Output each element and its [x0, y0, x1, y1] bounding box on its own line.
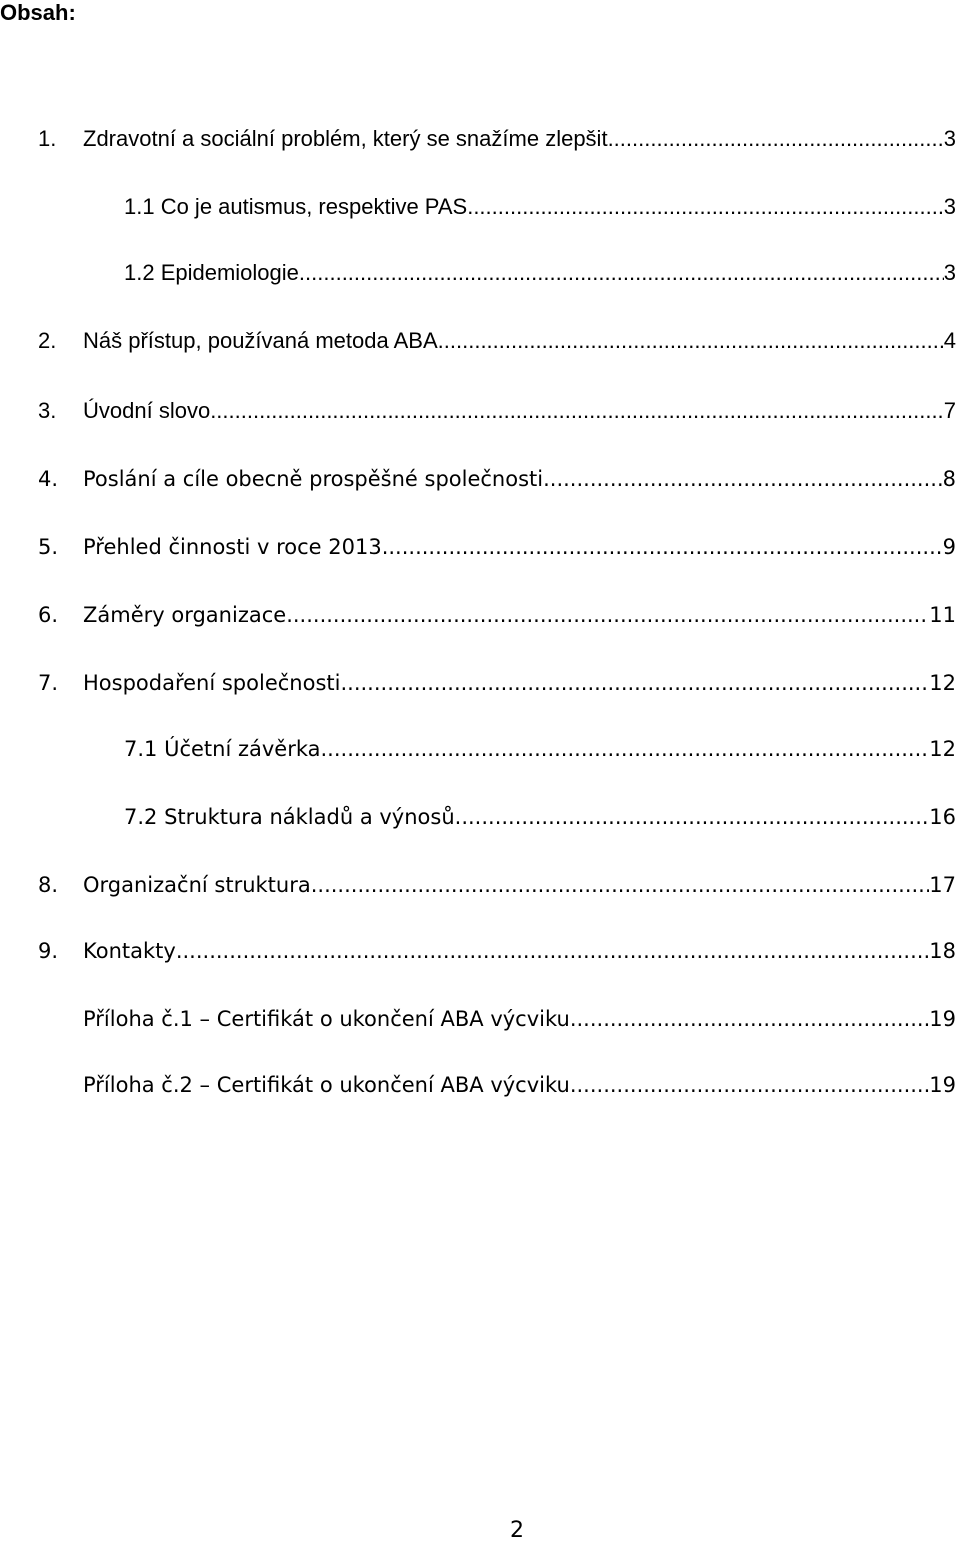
toc-entry-page: 12 — [929, 737, 956, 761]
dot-leader — [340, 666, 929, 700]
toc-entry-number: 4. — [38, 467, 59, 491]
toc-entry-page: 3 — [943, 260, 956, 285]
toc-entry-title: 1.1 Co je autismus, respektive PAS — [124, 194, 468, 219]
toc-entry-title: Úvodní slovo — [83, 398, 211, 423]
toc-entry-number: 9. — [38, 939, 59, 963]
dot-leader — [382, 530, 943, 564]
toc-entry-page: 19 — [929, 1007, 956, 1031]
page-number: 2 — [510, 1518, 524, 1543]
dot-leader — [455, 800, 930, 834]
toc-entry-page: 18 — [929, 939, 956, 963]
toc-entry-page: 16 — [929, 805, 956, 829]
toc-entry-title: Přehled činnosti v roce 2013 — [83, 535, 382, 559]
dot-leader — [299, 256, 944, 290]
toc-entry-title: Hospodaření společnosti — [83, 671, 341, 695]
dot-leader — [321, 732, 930, 766]
toc-entry[interactable] — [38, 598, 956, 632]
toc-entry[interactable] — [83, 1002, 956, 1036]
toc-entry[interactable] — [124, 800, 956, 834]
toc-entry-title: 7.1 Účetní závěrka — [124, 737, 321, 761]
dot-leader — [286, 598, 929, 632]
toc-entry[interactable] — [38, 666, 956, 700]
dot-leader — [176, 934, 929, 968]
toc-entry-number: 2. — [38, 328, 57, 353]
toc-entry-title: Příloha č.1 – Certifikát o ukončení ABA výcviku — [83, 1007, 570, 1031]
toc-entry-page: 9 — [942, 535, 956, 559]
toc-entry-title: Kontakty — [83, 939, 176, 963]
dot-leader — [608, 122, 944, 156]
toc-entry[interactable] — [38, 868, 956, 902]
toc-entry[interactable] — [38, 324, 956, 358]
toc-entry-number: 5. — [38, 535, 59, 559]
toc-entry-title: Poslání a cíle obecně prospěšné společnosti — [83, 467, 544, 491]
toc-entry[interactable] — [38, 462, 956, 496]
toc-entry[interactable] — [38, 394, 956, 428]
toc-entry-number: 8. — [38, 873, 59, 897]
dot-leader — [570, 1002, 929, 1036]
toc-entry-page: 3 — [943, 126, 956, 151]
toc-entry-title: Záměry organizace — [83, 603, 287, 627]
toc-entry-title: 7.2 Struktura nákladů a výnosů — [124, 805, 455, 829]
toc-entry[interactable] — [83, 1068, 956, 1102]
dot-leader — [543, 462, 943, 496]
dot-leader — [467, 190, 944, 224]
dot-leader — [570, 1068, 929, 1102]
toc-entry[interactable] — [38, 122, 956, 156]
dot-leader — [311, 868, 930, 902]
dot-leader — [438, 324, 944, 358]
toc-entry-page: 11 — [929, 603, 956, 627]
toc-entry-page: 4 — [943, 328, 956, 353]
document-heading: Obsah: — [0, 0, 76, 25]
toc-entry-title: Příloha č.2 – Certifikát o ukončení ABA výcviku — [83, 1073, 570, 1097]
toc-entry-page: 3 — [943, 194, 956, 219]
toc-entry-number: 3. — [38, 398, 57, 423]
toc-entry-page: 17 — [929, 873, 956, 897]
toc-entry[interactable] — [38, 934, 956, 968]
dot-leader — [210, 394, 944, 428]
toc-entry-page: 8 — [942, 467, 956, 491]
toc-entry-page: 19 — [929, 1073, 956, 1097]
toc-entry[interactable] — [38, 530, 956, 564]
toc-entry-title: Náš přístup, používaná metoda ABA — [83, 328, 438, 353]
toc-entry-number: 7. — [38, 671, 59, 695]
toc-entry[interactable] — [124, 256, 956, 290]
toc-entry-title: 1.2 Epidemiologie — [124, 260, 299, 285]
toc-entry-title: Zdravotní a sociální problém, který se snažíme zlepšit — [83, 126, 608, 151]
toc-entry-number: 1. — [38, 126, 57, 151]
toc-entry-page: 7 — [943, 398, 956, 423]
toc-entry[interactable] — [124, 732, 956, 766]
toc-entry[interactable] — [124, 190, 956, 224]
toc-entry-page: 12 — [929, 671, 956, 695]
toc-entry-number: 6. — [38, 603, 59, 627]
toc-entry-title: Organizační struktura — [83, 873, 311, 897]
